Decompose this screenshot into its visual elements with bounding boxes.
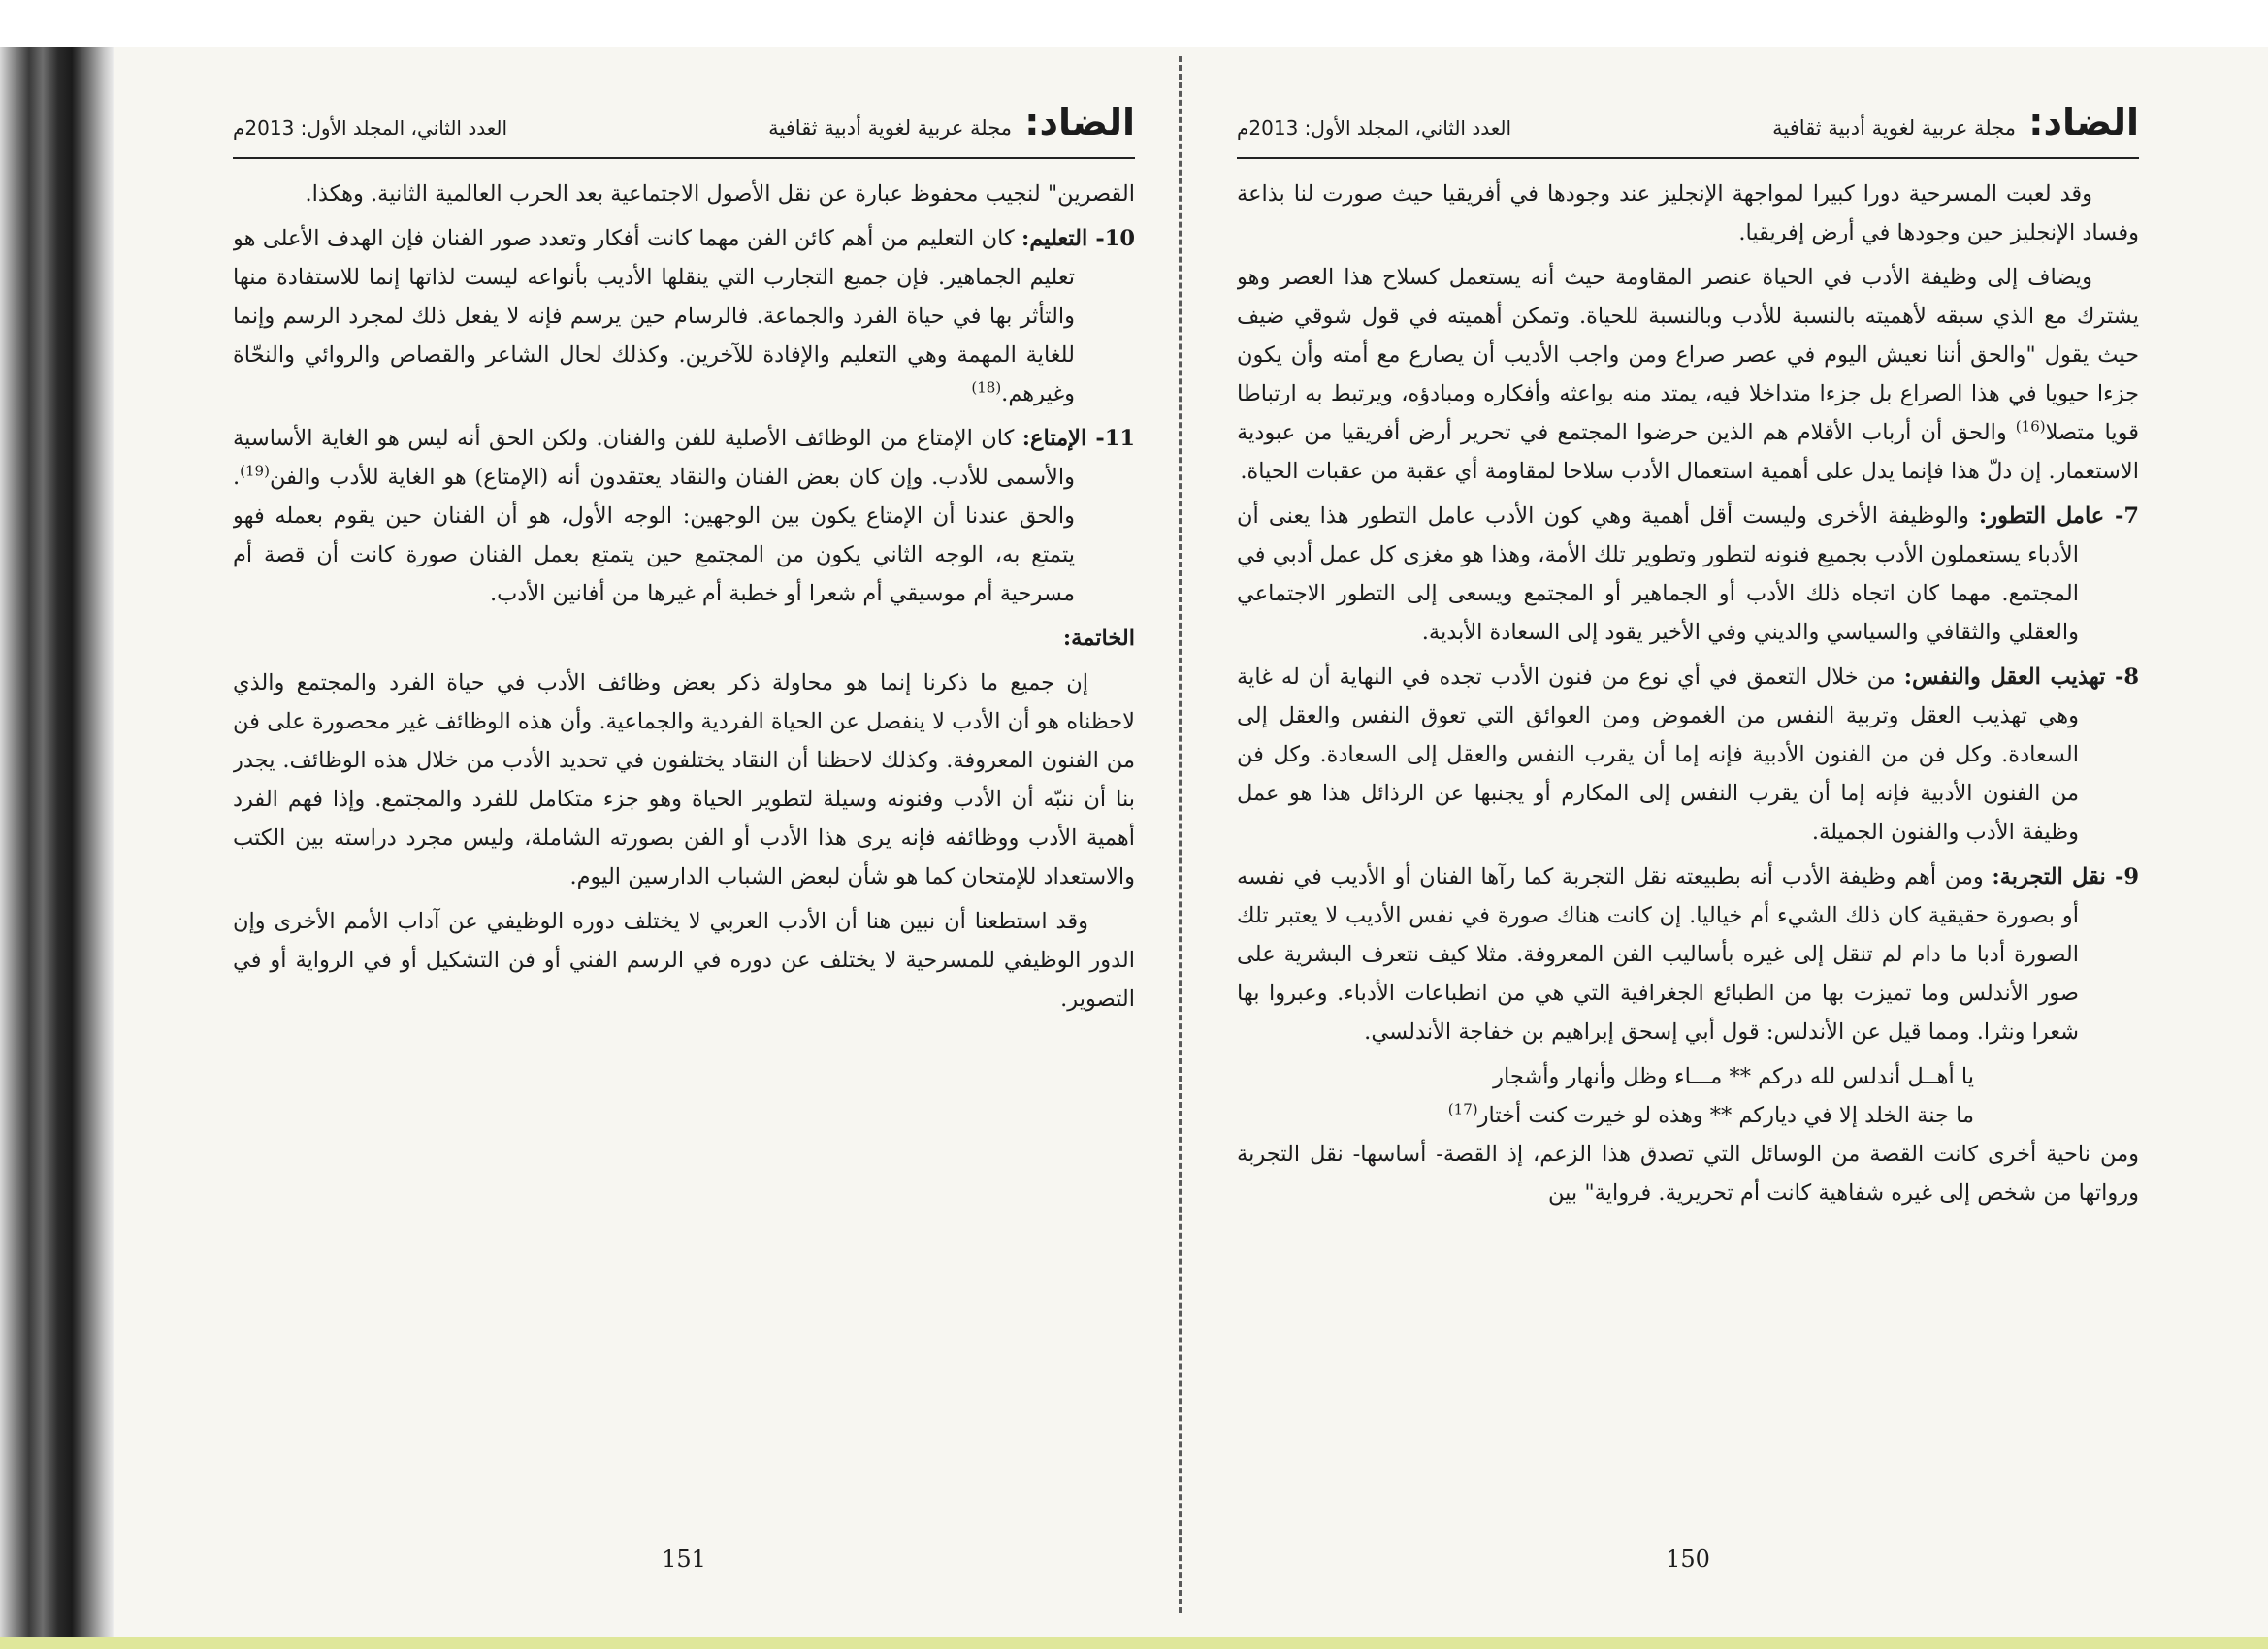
section-heading: الخاتمة: — [1062, 626, 1135, 651]
issue-info: العدد الثاني، المجلد الأول: 2013م — [233, 116, 508, 140]
item-text: من خلال التعمق في أي نوع من فنون الأدب تجده في النهاية أن له غاية وهي تهذيب العقل وتربية النفس من الغموض ومن العوائق التي تعوق النفس والعقل إلى السعادة. وكل فن من الفنون الأدبية فإنه إما أن يقرب النفس والعقل إلى السعادة. وكل فن من الفنون الأدبية فإنه إما أن يقرب النفس إلى المكارم أو يجنبها عن الرذائل هذا هو عمل وظيفة الأدب والفنون الجميلة. — [1237, 664, 2079, 845]
item-label: 9- نقل التجربة: — [1992, 864, 2139, 889]
paragraph: ومن ناحية أخرى كانت القصة من الوسائل التي تصدق هذا الزعم، إذ القصة- أساسها- نقل التجربة ورواتها من شخص إلى غيره شفاهية كانت أم تحريرية. فرواية" بين — [1237, 1142, 2139, 1206]
item-text: والوظيفة الأخرى وليست أقل أهمية وهي كون الأدب عامل التطور هذا يعنى أن الأدباء يستعملون الأدب بجميع فنونه لتطور وتطوير تلك الأمة، وهذا هو مغزى كل عمل أدبي في المجتمع. مهما كان اتجاه ذلك الأدب أو الجماهير أو المجتمع ويسعى إلى التطور الاجتماعي والعقلي والثقافي والسياسي والديني وفي الأخير يقود إلى السعادة الأبدية. — [1237, 503, 2079, 645]
paragraph: وقد استطعنا أن نبين هنا أن الأدب العربي لا يختلف دوره الوظيفي عن آداب الأمم الأخرى وإن الدور الوظيفي للمسرحية لا يختلف عن دوره في الرسم الفني أو فن التشكيل أو في الرواية أو في التصوير. — [233, 909, 1135, 1012]
verse-text: ما جنة الخلد إلا في دياركم ** وهذه لو خيرت كنت أختار — [1477, 1103, 1974, 1128]
page-gutter-line — [1179, 56, 1182, 1613]
footnote-ref: (19) — [240, 462, 270, 480]
item-text: كان الإمتاع من الوظائف الأصلية للفن والفنان. ولكن الحق أنه ليس هو الغاية الأساسية والأسمى للأدب. وإن كان بعض الفنان والنقاد يعتقدون أنه (الإمتاع) هو الغاية للأدب والفن — [233, 426, 1075, 490]
paragraph: القصرين" لنجيب محفوظ عبارة عن نقل الأصول الاجتماعية بعد الحرب العالمية الثانية. وهكذا. — [305, 181, 1135, 207]
page-150 — [1237, 97, 2139, 1610]
item-text: ومن أهم وظيفة الأدب أنه بطبيعته نقل التجربة كما رآها الفنان أو الأديب في نفسه أو بصورة حقيقية كان ذلك الشيء أم خياليا. إن كانت هناك صورة في نفس الأديب لا يعتبر تلك الصورة أدبا ما دام لم تنقل إلى غيره بأساليب الفن المعروفة. مثلا كيف نتعرف البشرية على صور الأندلس وما تميزت بها من الطبائع الجغرافية التي هي من انطباعات الأدباء. وعبروا بها شعرا ونثرا. ومما قيل عن الأندلس: قول أبي إسحق إبراهيم بن خفاجة الأندلسي. — [1237, 864, 2079, 1045]
item-label: 11- الإمتاع: — [1021, 426, 1135, 451]
paragraph: وقد لعبت المسرحية دورا كبيرا لمواجهة الإنجليز عند وجودها في أفريقيا حيث صورت لنا بذاعة وفساد الإنجليز حين وجودها في أرض إفريقيا. — [1237, 181, 2139, 245]
item-text: كان التعليم من أهم كائن الفن مهما كانت أفكار وتعدد صور الفنان فإن الهدف الأعلى هو تعليم الجماهير. فإن جميع التجارب التي ينقلها الأديب بأنواعه ليست لذاتها إنما للاستفادة منها والتأثر بها في حياة الفرد والجماعة. فالرسام حين يرسم فإنه لا يفعل ذلك لمجرد الرسم وإنما للغاية المهمة وهي التعليم والإفادة للآخرين. وكذلك لحال الشاعر والقصاص والروائي والنحّاة وغيرهم. — [233, 226, 1075, 406]
paragraph — [1237, 258, 2139, 491]
journal-brand: الضاد: مجلة عربية لغوية أدبية ثقافية — [768, 101, 1135, 144]
footnote-ref: (18) — [971, 378, 1002, 397]
page-151 — [233, 97, 1135, 1610]
list-item-10 — [233, 219, 1135, 413]
page-body — [233, 175, 1135, 1533]
journal-subtitle: مجلة عربية لغوية أدبية ثقافية — [1772, 116, 2017, 140]
page-body — [1237, 175, 2139, 1533]
scan-top-margin — [0, 0, 2268, 47]
running-header — [1237, 97, 2139, 159]
item-text: . والحق عندنا أن الإمتاع يكون بين الوجهين: الوجه الأول، هو أن الفنان حين يقوم بعمله فهو يتمتع به، الوجه الثاني يكون من المجتمع حين يتمتع بعمل الفنان صورة كانت أن قصة أم مسرحية أم موسيقي أم شعرا أو خطبة أم غيرها من أفانين الأدب. — [233, 465, 1075, 606]
list-item-7 — [1237, 497, 2139, 652]
issue-info: العدد الثاني، المجلد الأول: 2013م — [1237, 116, 1512, 140]
paragraph: إن جميع ما ذكرنا إنما هو محاولة ذكر بعض وظائف الأدب في حياة الفرد والمجتمع والذي لاحظناه هو أن الأدب لا ينفصل عن الحياة الفردية والجماعية. وأن هذه الوظائف غير محصورة على فن من الفنون المعروفة. وكذلك لاحظنا أن النقاد يختلفون في تحديد الأدب من خلال هذه الوظائف. يجدر بنا أن ننبّه أن الأدب وفنونه وسيلة لتطوير الحياة وهو جزء متكامل للفرد والمجتمع. وإذا فهم الفرد أهمية الأدب ووظائفه فإنه يرى هذا الأدب أو الفن بصورته الشاملة، وليس مجرد دراسته بين الكتب والاستعداد للإمتحان كما هو شأن لبعض الشباب الدارسين اليوم. — [233, 670, 1135, 889]
item-label: 8- تهذيب العقل والنفس: — [1903, 664, 2139, 690]
item-label: 7- عامل التطور: — [1978, 503, 2139, 529]
poem-verse: يا أهــل أندلس لله دركم ** مـــاء وظل وأنهار وأشجار — [1493, 1064, 1974, 1089]
list-item-9 — [1237, 857, 2139, 1051]
paragraph-text: ويضاف إلى وظيفة الأدب في الحياة عنصر المقاومة حيث أنه يستعمل كسلاح هذا العصر وهو يشترك مع الذي سبقه لأهميته بالنسبة للأدب وبالنسبة للحياة. وتمكن أهميته في قول شوقي ضيف حيث يقول "والحق أننا نعيش اليوم في عصر صراع ومن واجب الأديب أن يصارع مع أمته وأن يكون جزءا حيويا في هذا الصراع بل جزءا متداخلا فيه، يمتد منه بواعثه وأفكاره ومبادؤه، ويرتبط به ارتباطا قويا متصلا — [1237, 265, 2139, 445]
journal-brand: الضاد: مجلة عربية لغوية أدبية ثقافية — [1772, 101, 2139, 144]
book-binding-shadow — [0, 47, 114, 1637]
list-item-8 — [1237, 658, 2139, 852]
paragraph-text: والحق أن أرباب الأقلام هم الذين حرضوا المجتمع في تحرير أرض أفريقيا من عبودية الاستعمار. إن دلّ هذا فإنما يدل على أهمية استعمال الأدب سلاحا لمقاومة أي عقبة من عقبات الحياة. — [1237, 420, 2139, 484]
poem-verse — [1237, 1096, 2139, 1135]
page-number: 151 — [662, 1545, 706, 1572]
running-header — [233, 97, 1135, 159]
footnote-ref: (16) — [2015, 417, 2046, 436]
journal-logo-text: الضاد — [1039, 101, 1135, 144]
footnote-ref: (17) — [1447, 1100, 1478, 1118]
journal-logo-text: الضاد — [2043, 101, 2139, 144]
page-number: 150 — [1666, 1545, 1710, 1572]
journal-subtitle: مجلة عربية لغوية أدبية ثقافية — [768, 116, 1013, 140]
scan-bottom-strip — [0, 1637, 2268, 1649]
item-label: 10- التعليم: — [1021, 226, 1135, 251]
list-item-11 — [233, 419, 1135, 613]
